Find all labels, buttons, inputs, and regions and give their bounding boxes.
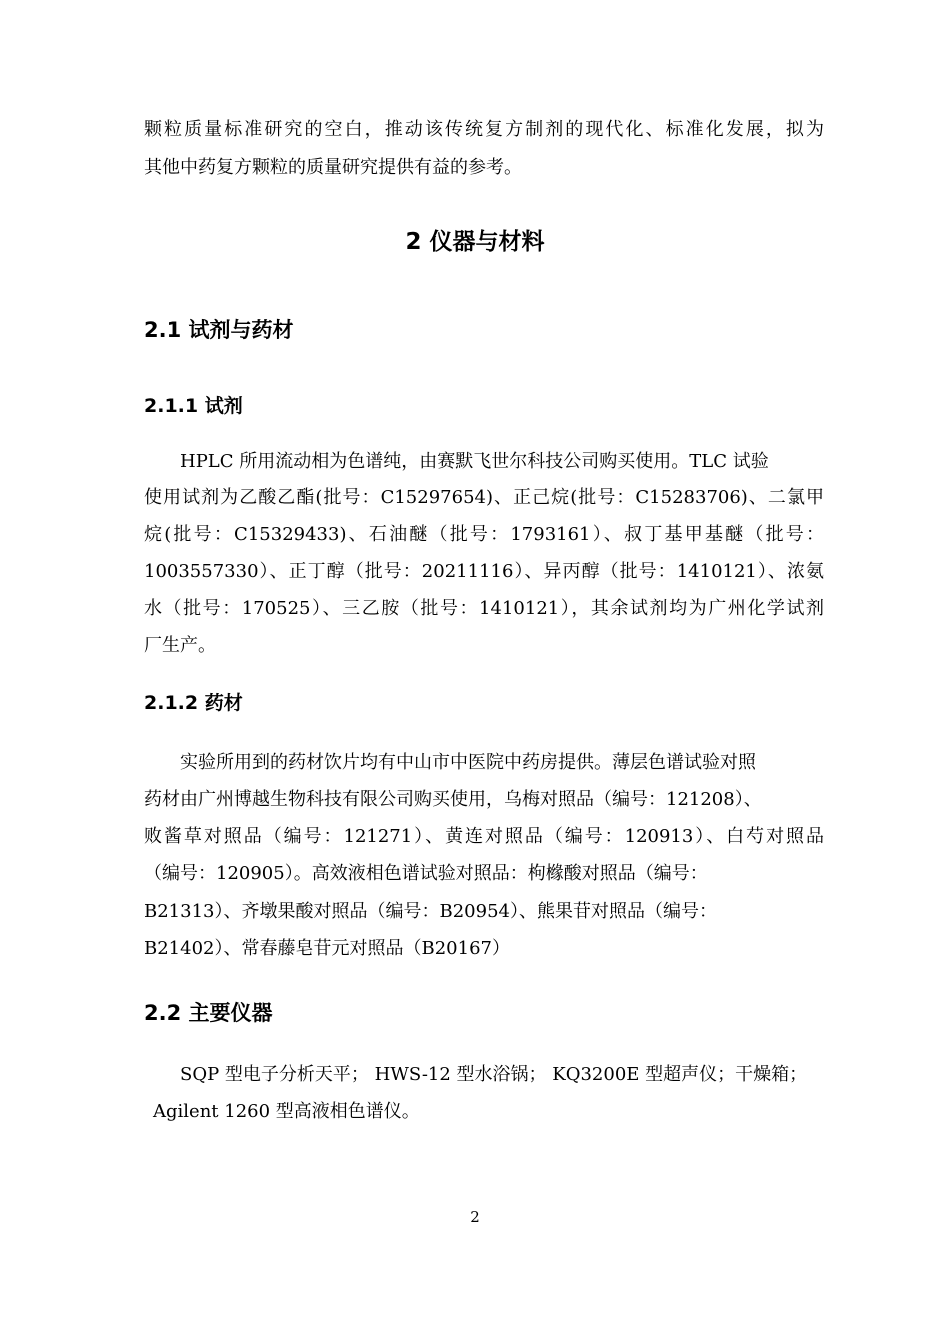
text-line: 厂生产。 (144, 635, 216, 656)
text-line: HPLC 所用流动相为色谱纯，由赛默飞世尔科技公司购买使用。TLC 试验 (180, 451, 769, 472)
text-line: 颗粒质量标准研究的空白，推动该传统复方制剂的现代化、标准化发展，拟为 (144, 119, 824, 140)
text-line: 使用试剂为乙酸乙酯(批号：C15297654)、正己烷(批号：C15283706)、二氯甲 (144, 487, 824, 508)
text-line: 实验所用到的药材饮片均有中山市中医院中药房提供。薄层色谱试验对照 (180, 752, 756, 773)
subsubsection-heading: 2.1.2 药材 (144, 692, 243, 714)
section-heading: 2 仪器与材料 (405, 229, 545, 255)
subsubsection-heading: 2.1.1 试剂 (144, 395, 243, 417)
text-line: 药材由广州博越生物科技有限公司购买使用，乌梅对照品（编号：121208）、 (144, 789, 762, 810)
text-line: （编号：120905）。高效液相色谱试验对照品：枸橼酸对照品（编号： (144, 863, 708, 884)
page-number: 2 (470, 1208, 480, 1226)
text-line: Agilent 1260 型高液相色谱仪。 (153, 1101, 420, 1122)
text-line: 1003557330）、正丁醇（批号：20211116）、异丙醇（批号：1410121）、浓氨 (144, 561, 824, 582)
subsection-heading: 2.2 主要仪器 (144, 1001, 273, 1025)
text-line: SQP 型电子分析天平； HWS-12 型水浴锅； KQ3200E 型超声仪；干燥箱； (180, 1064, 808, 1085)
text-line: 败酱草对照品（编号：121271）、黄连对照品（编号：120913）、白芍对照品 (144, 826, 824, 847)
text-line: B21402）、常春藤皂苷元对照品（B20167） (144, 938, 510, 959)
text-line: 其他中药复方颗粒的质量研究提供有益的参考。 (144, 157, 522, 178)
subsection-heading: 2.1 试剂与药材 (144, 318, 294, 342)
text-line: B21313）、齐墩果酸对照品（编号：B20954）、熊果苷对照品（编号： (144, 901, 717, 922)
text-line: 水（批号：170525）、三乙胺（批号：1410121），其余试剂均为广州化学试剂 (144, 598, 824, 619)
text-line: 烷(批号：C15329433)、石油醚（批号：1793161）、叔丁基甲基醚（批号： (144, 524, 824, 545)
